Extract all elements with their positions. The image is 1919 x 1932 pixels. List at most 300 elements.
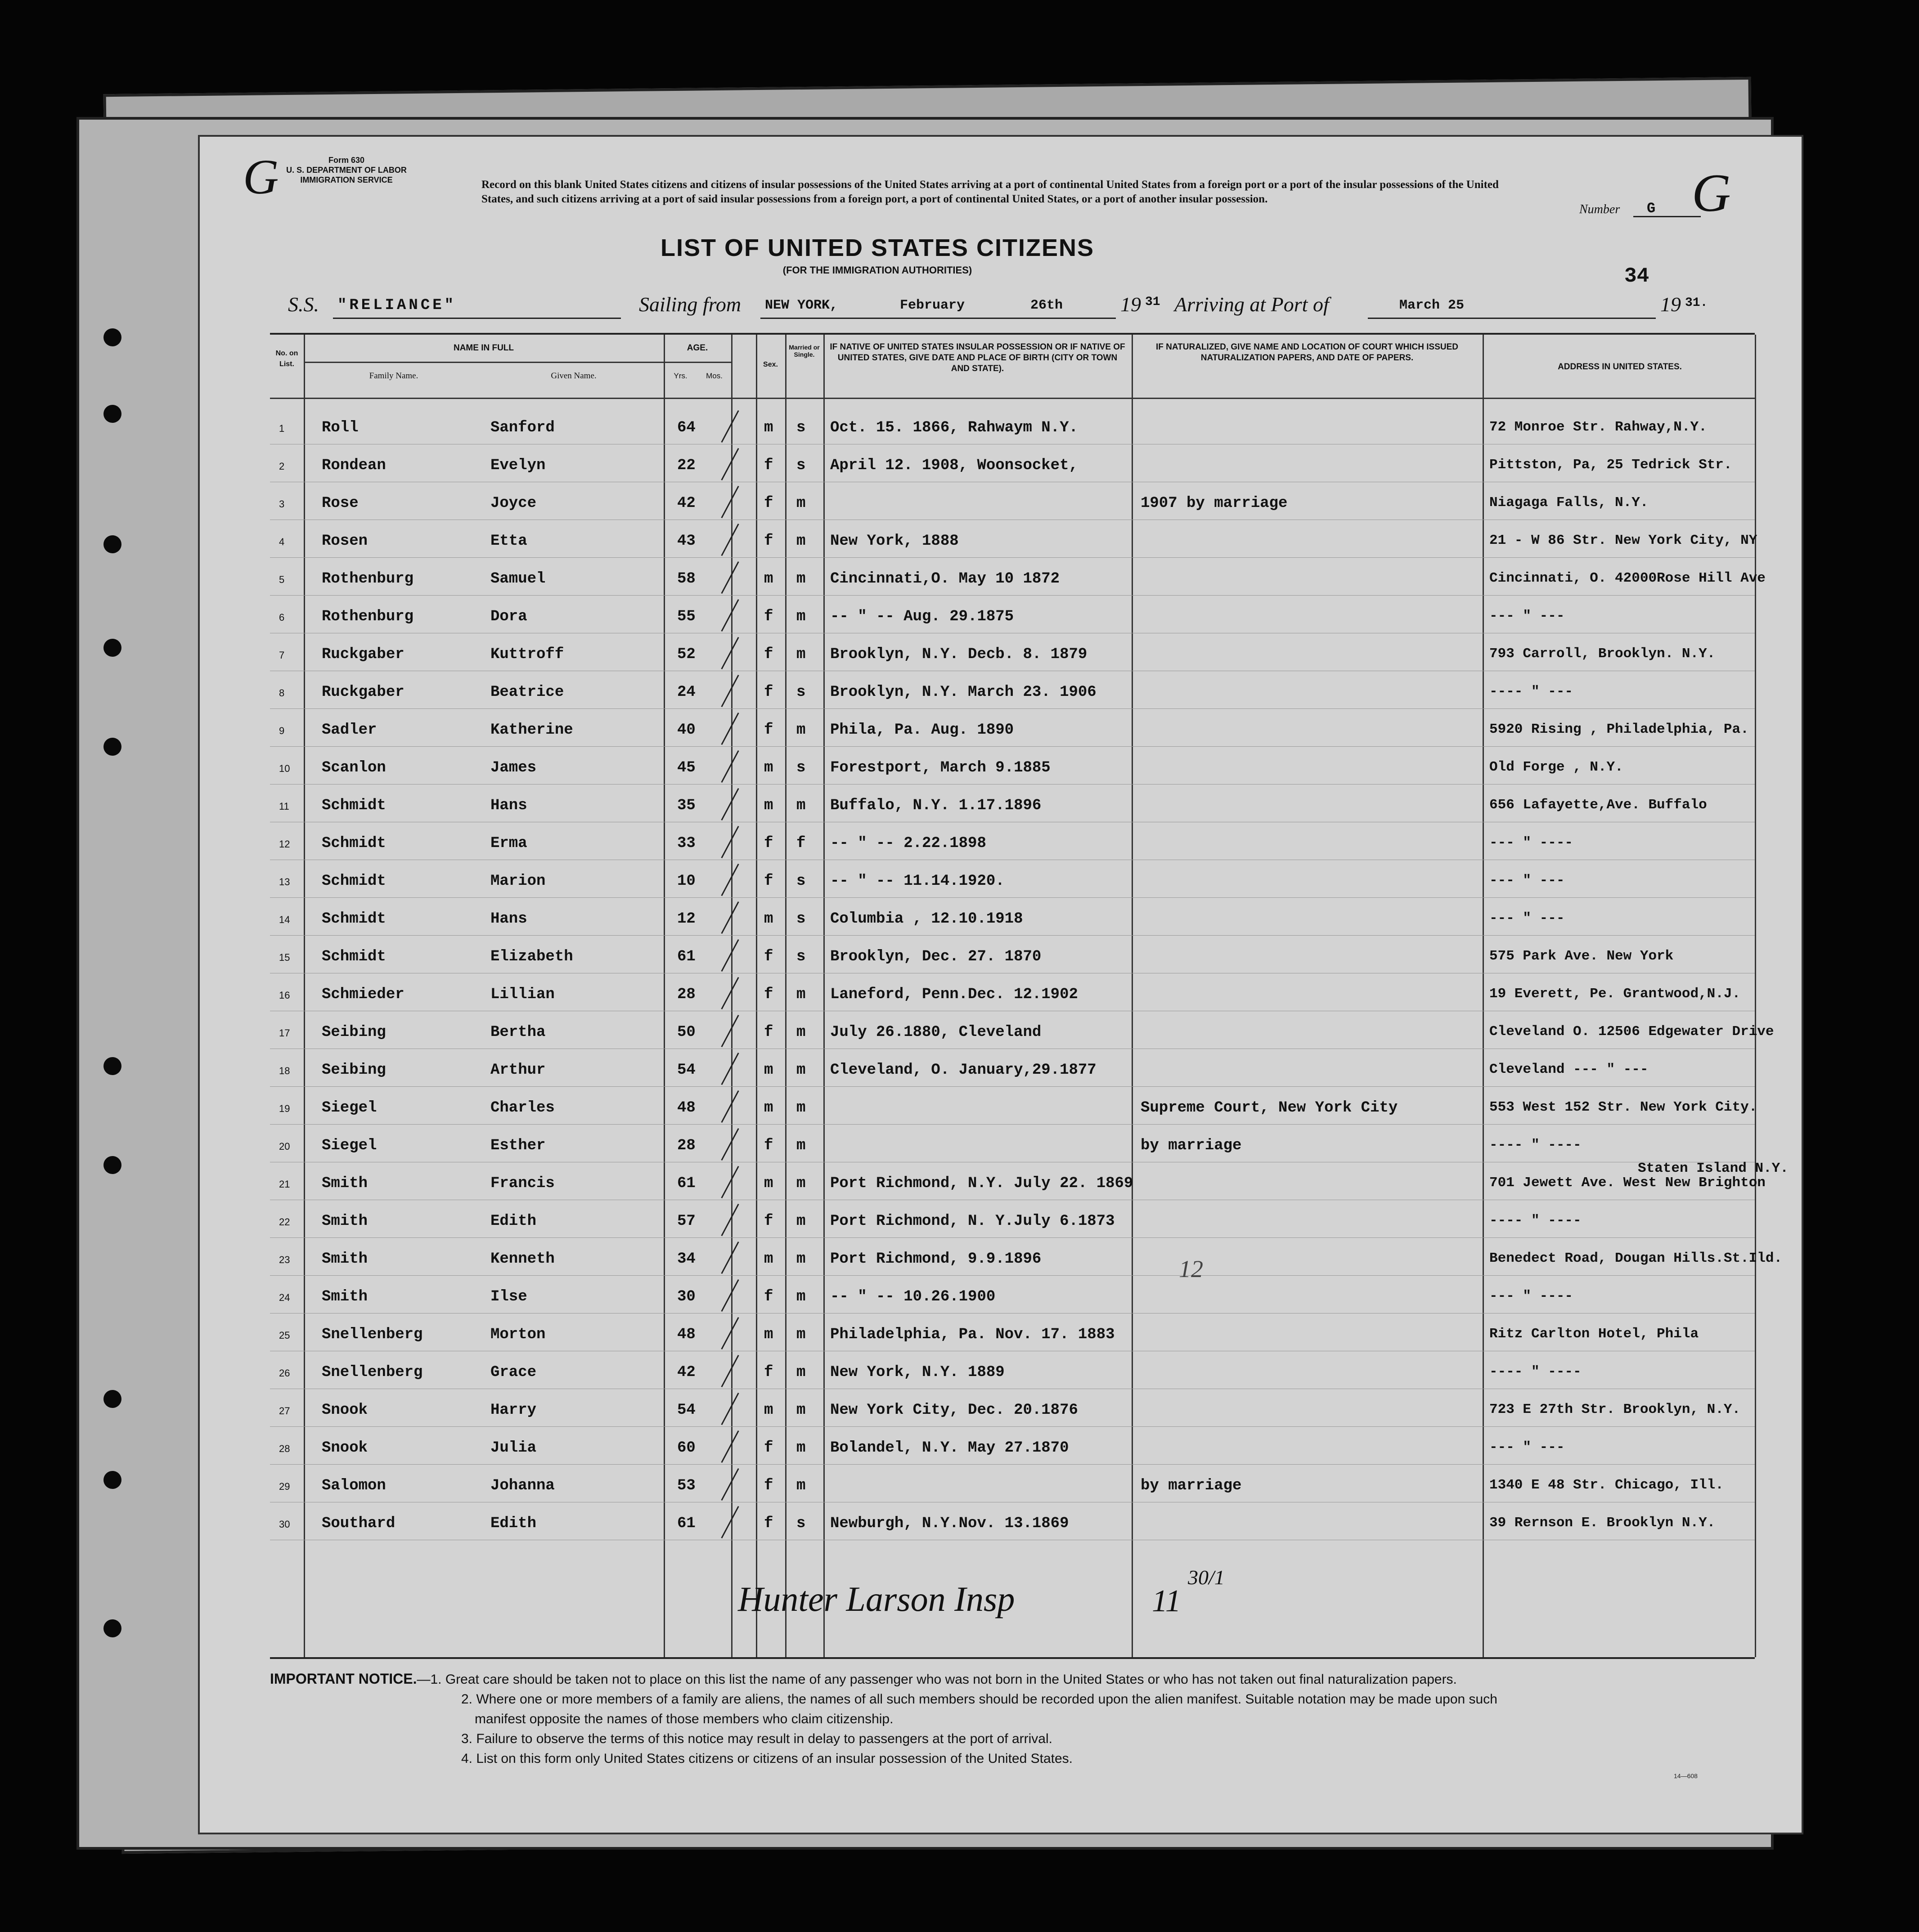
table-row xyxy=(270,1427,1755,1465)
ss-label: S.S. xyxy=(288,293,319,316)
arrival-underline xyxy=(1368,318,1656,319)
cell-birth: Oct. 15. 1866, Rahwaym N.Y. xyxy=(830,419,1078,436)
header-rule xyxy=(304,362,731,363)
table-row xyxy=(270,1276,1755,1313)
col-header-family-name: Family Name. xyxy=(369,371,418,381)
cell-given: Arthur xyxy=(490,1062,546,1079)
cell-family: Ruckgaber xyxy=(322,646,404,663)
cell-birth: Port Richmond, 9.9.1896 xyxy=(830,1251,1042,1268)
cell-number: 7 xyxy=(279,650,285,661)
cell-marital: f xyxy=(796,835,806,852)
check-mark xyxy=(721,675,739,707)
cell-age: 52 xyxy=(677,646,696,663)
cell-family: Smith xyxy=(322,1213,368,1230)
binder-hole xyxy=(103,328,121,346)
cell-family: Southard xyxy=(322,1515,395,1532)
col-header-years: Yrs. xyxy=(674,372,688,380)
notice-item-2: 2. Where one or more members of a family are aliens, the names of all such members should be recorded upon the alien manifest. Suitable notation may be made upon such xyxy=(461,1692,1497,1707)
passenger-count: 11 xyxy=(1152,1584,1181,1618)
cell-address: Cincinnati, O. 42000Rose Hill Ave xyxy=(1489,570,1766,586)
margin-mark: 12 xyxy=(1179,1255,1203,1282)
binder-hole xyxy=(103,1619,121,1637)
cell-marital: s xyxy=(796,910,806,928)
cell-birth: Cincinnati,O. May 10 1872 xyxy=(830,570,1060,587)
cell-age: 61 xyxy=(677,1175,696,1192)
cell-family: Schmidt xyxy=(322,873,386,890)
cell-naturalization: by marriage xyxy=(1141,1477,1242,1494)
cell-marital: s xyxy=(796,684,806,701)
cell-age: 60 xyxy=(677,1439,696,1457)
cell-marital: m xyxy=(796,797,806,814)
cell-birth: Newburgh, N.Y.Nov. 13.1869 xyxy=(830,1515,1069,1532)
cell-age: 55 xyxy=(677,608,696,625)
cell-age: 61 xyxy=(677,948,696,965)
cell-birth: Philadelphia, Pa. Nov. 17. 1883 xyxy=(830,1326,1115,1343)
check-mark xyxy=(721,1053,739,1085)
arrival-year-prefix: 19 xyxy=(1660,293,1681,316)
cell-number: 2 xyxy=(279,461,285,472)
cell-family: Ruckgaber xyxy=(322,684,404,701)
cell-number: 18 xyxy=(279,1065,290,1076)
cell-naturalization: 1907 by marriage xyxy=(1141,495,1288,512)
col-header-birth: IF NATIVE OF UNITED STATES INSULAR POSSESSION OR IF NATIVE OF UNITED STATES, GIVE DATE AND PLACE OF BIRTH (CITY OR TOWN AND STATE). xyxy=(830,342,1125,373)
table-row xyxy=(270,1161,1789,1200)
cell-age: 57 xyxy=(677,1213,696,1230)
cell-given: Etta xyxy=(490,533,527,550)
check-mark xyxy=(721,1090,739,1123)
cell-address: --- " ---- xyxy=(1489,835,1573,851)
cell-marital: s xyxy=(796,419,806,436)
cell-marital: m xyxy=(796,608,806,625)
arriving-label: Arriving at Port of xyxy=(1174,293,1329,316)
form-title: LIST OF UNITED STATES CITIZENS xyxy=(661,234,1094,261)
table-row xyxy=(270,1389,1755,1427)
form-subtitle: (FOR THE IMMIGRATION AUTHORITIES) xyxy=(782,264,972,276)
cell-address: 656 Lafayette,Ave. Buffalo xyxy=(1489,797,1707,813)
cell-age: 22 xyxy=(677,457,696,474)
cell-given: Edith xyxy=(490,1213,537,1230)
cell-number: 16 xyxy=(279,990,290,1001)
cell-family: Rondean xyxy=(322,457,386,474)
table-row xyxy=(270,1049,1755,1087)
cell-age: 12 xyxy=(677,910,696,928)
cell-family: Schmidt xyxy=(322,948,386,965)
check-mark xyxy=(721,1279,739,1312)
handwritten-letter-right: G xyxy=(1692,163,1731,223)
cell-given: Kenneth xyxy=(490,1251,555,1268)
cell-address: ---- " ---- xyxy=(1489,1364,1582,1380)
table-row xyxy=(270,633,1755,671)
cell-number: 27 xyxy=(279,1405,290,1417)
service-name: IMMIGRATION SERVICE xyxy=(300,175,393,184)
cell-age: 58 xyxy=(677,570,696,587)
table-row xyxy=(270,558,1766,596)
cell-number: 26 xyxy=(279,1367,290,1379)
binder-hole xyxy=(103,639,121,657)
binder-hole xyxy=(103,535,121,553)
arrival-year: 31. xyxy=(1685,296,1708,310)
cell-given: Marion xyxy=(490,873,546,890)
cell-number: 4 xyxy=(279,536,285,547)
cell-sex: f xyxy=(764,608,773,625)
cell-address: 701 Jewett Ave. West New Brighton xyxy=(1489,1175,1766,1191)
sailing-year: 31 xyxy=(1145,295,1160,309)
cell-given: Dora xyxy=(490,608,527,625)
check-mark xyxy=(721,637,739,669)
cell-family: Schmidt xyxy=(322,835,386,852)
cell-number: 29 xyxy=(279,1481,290,1492)
cell-age: 54 xyxy=(677,1062,696,1079)
check-mark xyxy=(721,750,739,783)
page-number: 34 xyxy=(1624,264,1649,288)
inspector-signature: Hunter Larson Insp xyxy=(738,1579,1015,1618)
cell-address: ---- " ---- xyxy=(1489,1137,1582,1153)
cell-birth: Bolandel, N.Y. May 27.1870 xyxy=(830,1439,1069,1457)
cell-sex: f xyxy=(764,1024,773,1041)
voyage-line xyxy=(288,292,1728,319)
cell-sex: f xyxy=(764,986,773,1003)
cell-marital: m xyxy=(796,1477,806,1494)
binder-hole xyxy=(103,1390,121,1408)
cell-number: 20 xyxy=(279,1141,290,1152)
cell-sex: f xyxy=(764,533,773,550)
sailing-underline xyxy=(760,318,1116,319)
col-header-marital: Married or Single. xyxy=(789,344,820,358)
cell-sex: m xyxy=(764,1175,773,1192)
cell-number: 6 xyxy=(279,612,285,623)
cell-sex: f xyxy=(764,684,773,701)
cell-family: Salomon xyxy=(322,1477,386,1494)
cell-marital: m xyxy=(796,1175,806,1192)
check-mark xyxy=(721,524,739,556)
cell-age: 40 xyxy=(677,722,696,739)
sailing-year-prefix: 19 xyxy=(1120,293,1141,316)
table-row xyxy=(270,860,1755,898)
binder-hole xyxy=(103,738,121,756)
cell-sex: f xyxy=(764,948,773,965)
cell-family: Schmidt xyxy=(322,910,386,928)
check-mark xyxy=(721,1468,739,1501)
cell-given: Edith xyxy=(490,1515,537,1532)
cell-birth: Brooklyn, Dec. 27. 1870 xyxy=(830,948,1042,965)
table-row xyxy=(270,1313,1755,1351)
table-row xyxy=(270,482,1755,520)
department-name: U. S. DEPARTMENT OF LABOR xyxy=(286,166,407,175)
cell-number: 8 xyxy=(279,687,285,699)
cell-birth: Cleveland, O. January,29.1877 xyxy=(830,1062,1097,1079)
cell-address: Old Forge , N.Y. xyxy=(1489,759,1623,775)
cell-family: Snook xyxy=(322,1402,368,1419)
cell-given: Morton xyxy=(490,1326,546,1343)
cell-sex: f xyxy=(764,1137,773,1154)
cell-number: 21 xyxy=(279,1179,290,1190)
cell-marital: s xyxy=(796,873,806,890)
table-row xyxy=(270,1465,1755,1502)
cell-address: Cleveland --- " --- xyxy=(1489,1062,1649,1077)
cell-age: 42 xyxy=(677,495,696,512)
cell-number: 22 xyxy=(279,1216,290,1228)
check-mark xyxy=(721,1015,739,1047)
cell-number: 24 xyxy=(279,1292,290,1303)
cell-age: 35 xyxy=(677,797,696,814)
cell-family: Schmieder xyxy=(322,986,404,1003)
cell-family: Seibing xyxy=(322,1062,386,1079)
col-header-sex: Sex. xyxy=(763,361,778,368)
cell-number: 19 xyxy=(279,1103,290,1114)
cell-sex: m xyxy=(764,1099,773,1116)
cell-given: Bertha xyxy=(490,1024,546,1041)
cell-marital: s xyxy=(796,948,806,965)
cell-sex: f xyxy=(764,495,773,512)
cell-address: --- " --- xyxy=(1489,910,1565,926)
cell-birth: Buffalo, N.Y. 1.17.1896 xyxy=(830,797,1042,814)
cell-age: 50 xyxy=(677,1024,696,1041)
cell-sex: f xyxy=(764,1515,773,1532)
table-row xyxy=(270,1200,1755,1238)
table-row xyxy=(270,407,1755,444)
cell-address: 72 Monroe Str. Rahway,N.Y. xyxy=(1489,419,1707,435)
table-row xyxy=(270,822,1755,860)
cell-marital: m xyxy=(796,646,806,663)
cell-address: --- " --- xyxy=(1489,873,1565,888)
notice-item-1: —1. Great care should be taken not to place on this list the name of any passenger who was not born in the United States or who has not taken out final naturalization papers. xyxy=(417,1672,1457,1687)
notice-item-4: 4. List on this form only United States citizens or citizens of an insular possession of the United States. xyxy=(461,1751,1073,1766)
cell-birth: -- " -- 2.22.1898 xyxy=(830,835,986,852)
check-mark xyxy=(721,599,739,632)
cell-number: 25 xyxy=(279,1330,290,1341)
cell-given: Evelyn xyxy=(490,457,546,474)
table-row xyxy=(270,1238,1783,1276)
cell-number: 14 xyxy=(279,914,290,925)
cell-naturalization: by marriage xyxy=(1141,1137,1242,1154)
check-mark xyxy=(721,977,739,1009)
cell-address: --- " ---- xyxy=(1489,1288,1573,1304)
cell-given: Harry xyxy=(490,1402,537,1419)
cell-naturalization: Supreme Court, New York City xyxy=(1141,1099,1398,1116)
col-header-age: AGE. xyxy=(687,343,708,353)
cell-given: Beatrice xyxy=(490,684,564,701)
cell-given: Kuttroff xyxy=(490,646,564,663)
cell-birth: New York City, Dec. 20.1876 xyxy=(830,1402,1078,1419)
cell-given: Lillian xyxy=(490,986,555,1003)
table-row xyxy=(270,671,1755,709)
cell-marital: m xyxy=(796,1024,806,1041)
cell-given: Grace xyxy=(490,1364,537,1381)
cell-birth: -- " -- 11.14.1920. xyxy=(830,873,1005,890)
cell-family: Rothenburg xyxy=(322,570,414,587)
cell-birth: July 26.1880, Cleveland xyxy=(830,1024,1042,1041)
number-label: Number xyxy=(1579,202,1620,216)
cell-age: 30 xyxy=(677,1288,696,1305)
check-mark xyxy=(721,864,739,896)
cell-age: 33 xyxy=(677,835,696,852)
cell-family: Seibing xyxy=(322,1024,386,1041)
cell-marital: m xyxy=(796,570,806,587)
cell-number: 10 xyxy=(279,763,290,774)
cell-given: Johanna xyxy=(490,1477,555,1494)
cell-sex: m xyxy=(764,759,773,776)
cell-birth: Brooklyn, N.Y. March 23. 1906 xyxy=(830,684,1097,701)
cell-address: Pittston, Pa, 25 Tedrick Str. xyxy=(1489,457,1732,473)
cell-sex: m xyxy=(764,1402,773,1419)
cell-age: 24 xyxy=(677,684,696,701)
col-header-given-name: Given Name. xyxy=(551,371,597,381)
sailing-label: Sailing from xyxy=(639,293,742,316)
cell-family: Snook xyxy=(322,1439,368,1457)
cell-given: Sanford xyxy=(490,419,555,436)
cell-address: --- " --- xyxy=(1489,1439,1565,1455)
check-mark xyxy=(721,788,739,820)
cell-address: Niagaga Falls, N.Y. xyxy=(1489,495,1649,511)
cell-number: 17 xyxy=(279,1027,290,1039)
cell-marital: m xyxy=(796,1213,806,1230)
cell-address: 21 - W 86 Str. New York City, NY xyxy=(1489,533,1757,548)
cell-family: Siegel xyxy=(322,1099,377,1116)
cell-marital: m xyxy=(796,1439,806,1457)
cell-sex: f xyxy=(764,646,773,663)
table-row xyxy=(270,1502,1755,1540)
cell-age: 48 xyxy=(677,1326,696,1343)
cell-marital: m xyxy=(796,1288,806,1305)
cell-address: 1340 E 48 Str. Chicago, Ill. xyxy=(1489,1477,1724,1493)
cell-age: 42 xyxy=(677,1364,696,1381)
passenger-count-fraction: 30/1 xyxy=(1188,1566,1225,1589)
cell-given: Ilse xyxy=(490,1288,527,1305)
ship-name: "RELIANCE" xyxy=(337,297,457,314)
cell-marital: m xyxy=(796,1062,806,1079)
cell-sex: f xyxy=(764,457,773,474)
cell-family: Smith xyxy=(322,1288,368,1305)
cell-given: Charles xyxy=(490,1099,555,1116)
cell-given: James xyxy=(490,759,537,776)
check-mark xyxy=(721,448,739,480)
cell-address: 553 West 152 Str. New York City. xyxy=(1489,1099,1757,1115)
cell-address: 793 Carroll, Brooklyn. N.Y. xyxy=(1489,646,1716,662)
table-row xyxy=(270,784,1755,822)
cell-birth: Forestport, March 9.1885 xyxy=(830,759,1051,776)
check-mark xyxy=(721,1204,739,1236)
cell-age: 28 xyxy=(677,986,696,1003)
notice-item-2-continued: manifest opposite the names of those members who claim citizenship. xyxy=(475,1712,894,1726)
cell-address-line-above: Staten Island N.Y. xyxy=(1638,1161,1789,1176)
col-header-number: No. on List. xyxy=(275,350,298,368)
cell-age: 64 xyxy=(677,419,696,436)
cell-marital: s xyxy=(796,1515,806,1532)
cell-given: Joyce xyxy=(490,495,537,512)
cell-number: 12 xyxy=(279,838,290,850)
cell-address: ---- " ---- xyxy=(1489,1213,1582,1228)
cell-birth: Columbia , 12.10.1918 xyxy=(830,910,1023,928)
cell-address: ---- " --- xyxy=(1489,684,1573,699)
cell-sex: m xyxy=(764,1326,773,1343)
binder-hole xyxy=(103,405,121,423)
cell-birth: Port Richmond, N.Y. July 22. 1869 xyxy=(830,1175,1133,1192)
cell-given: Katherine xyxy=(490,722,573,739)
table-row xyxy=(270,973,1755,1011)
check-mark xyxy=(721,1506,739,1538)
table-row xyxy=(270,520,1755,558)
cell-given: Hans xyxy=(490,910,527,928)
check-mark xyxy=(721,1242,739,1274)
check-mark xyxy=(721,486,739,518)
cell-birth: New York, 1888 xyxy=(830,533,959,550)
number-value: G xyxy=(1647,200,1656,217)
table-row xyxy=(270,747,1755,784)
check-mark xyxy=(721,1430,739,1463)
cell-given: Erma xyxy=(490,835,527,852)
col-header-naturalization: IF NATURALIZED, GIVE NAME AND LOCATION OF COURT WHICH ISSUED NATURALIZATION PAPERS, AND DATE OF PAPERS. xyxy=(1155,342,1458,363)
ship-underline xyxy=(333,318,621,319)
cell-marital: m xyxy=(796,533,806,550)
cell-given: Francis xyxy=(490,1175,555,1192)
cell-sex: f xyxy=(764,722,773,739)
col-header-name-in-full: NAME IN FULL xyxy=(453,343,514,353)
cell-sex: f xyxy=(764,1439,773,1457)
table-row xyxy=(270,596,1755,633)
cell-family: Schmidt xyxy=(322,797,386,814)
cell-sex: f xyxy=(764,1288,773,1305)
cell-sex: m xyxy=(764,1251,773,1268)
check-mark xyxy=(721,939,739,972)
header-rule xyxy=(270,398,1755,399)
form-instructions: Record on this blank United States citizens and citizens of insular possessions of the United States arriving at a port of continental United States from a foreign port or a port of the insular possessions of the United States, and such citizens arriving at a port of said insular possessions from a foreign port, a port of continental United States, or a port of another insular possession. xyxy=(481,179,1499,205)
cell-sex: f xyxy=(764,1364,773,1381)
table-row xyxy=(270,1011,1774,1049)
check-mark xyxy=(721,713,739,745)
cell-sex: m xyxy=(764,797,773,814)
cell-number: 15 xyxy=(279,952,290,963)
cell-marital: s xyxy=(796,759,806,776)
cell-birth: Brooklyn, N.Y. Decb. 8. 1879 xyxy=(830,646,1088,663)
table-row xyxy=(270,898,1755,936)
arrival-date: March 25 xyxy=(1399,298,1465,313)
print-code: 14—608 xyxy=(1674,1772,1698,1780)
cell-family: Siegel xyxy=(322,1137,377,1154)
cell-age: 28 xyxy=(677,1137,696,1154)
cell-address: Benedect Road, Dougan Hills.St.Ild. xyxy=(1489,1251,1783,1266)
table-row xyxy=(270,1351,1755,1389)
check-mark xyxy=(721,901,739,934)
cell-birth: April 12. 1908, Woonsocket, xyxy=(830,457,1078,474)
cell-address: 19 Everett, Pe. Grantwood,N.J. xyxy=(1489,986,1741,1002)
cell-age: 48 xyxy=(677,1099,696,1116)
cell-sex: m xyxy=(764,910,773,928)
check-mark xyxy=(721,561,739,594)
important-notice xyxy=(270,1669,1755,1769)
cell-age: 45 xyxy=(677,759,696,776)
sailing-month: February xyxy=(900,298,965,313)
cell-age: 43 xyxy=(677,533,696,550)
cell-marital: m xyxy=(796,722,806,739)
form-identification xyxy=(279,155,414,185)
table-row xyxy=(270,1125,1755,1162)
cell-sex: f xyxy=(764,1477,773,1494)
binder-hole xyxy=(103,1156,121,1174)
cell-family: Rothenburg xyxy=(322,608,414,625)
notice-heading: IMPORTANT NOTICE. xyxy=(270,1671,417,1687)
handwritten-letter-left: G xyxy=(243,149,279,204)
cell-marital: m xyxy=(796,1099,806,1116)
cell-family: Smith xyxy=(322,1251,368,1268)
cell-age: 10 xyxy=(677,873,696,890)
cell-given: Hans xyxy=(490,797,527,814)
cell-number: 5 xyxy=(279,574,285,585)
cell-given: Samuel xyxy=(490,570,546,587)
table-row xyxy=(270,1087,1755,1125)
cell-birth: -- " -- 10.26.1900 xyxy=(830,1288,996,1305)
cell-sex: f xyxy=(764,1213,773,1230)
cell-given: Esther xyxy=(490,1137,546,1154)
